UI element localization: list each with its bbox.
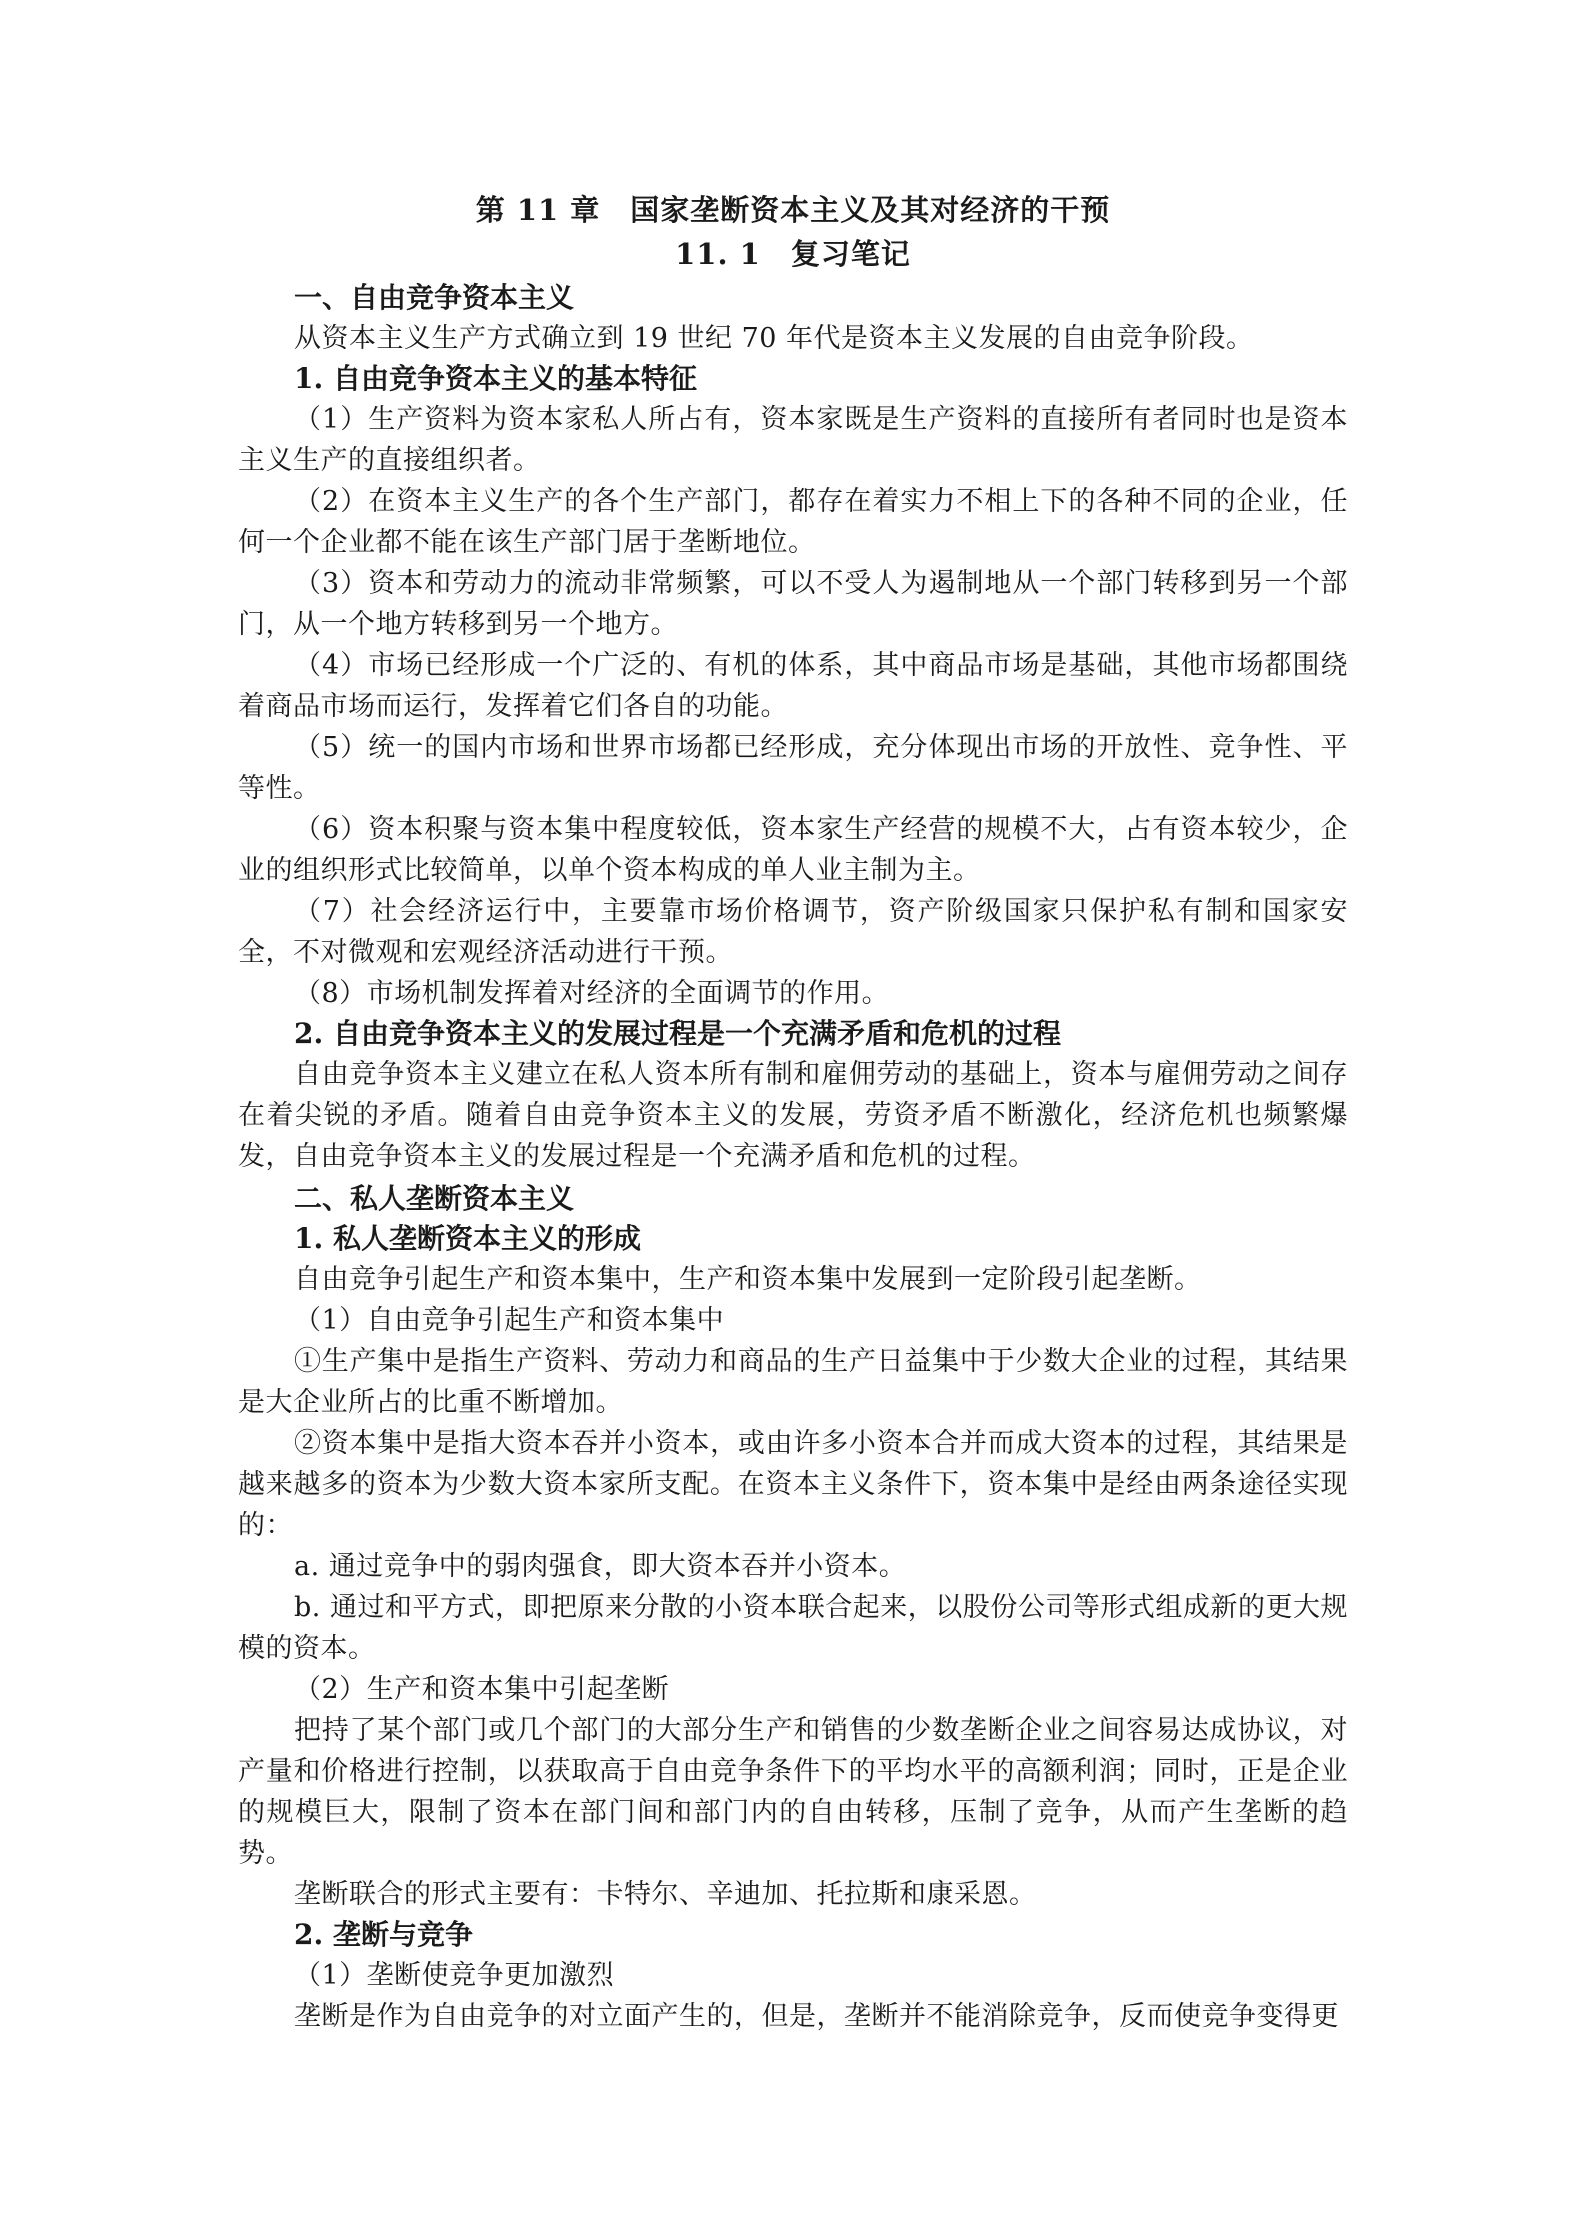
paragraph: 自由竞争资本主义建立在私人资本所有制和雇佣劳动的基础上，资本与雇佣劳动之间存在着尖锐的矛盾。随着自由竞争资本主义的发展，劳资矛盾不断激化，经济危机也频繁爆发，自由竞争资本主义的发展过程是一个充满矛盾和危机的过程。 xyxy=(238,1059,1348,1172)
section-heading: 一、自由竞争资本主义 xyxy=(294,281,575,314)
chapter-title: 第 11 章 国家垄断资本主义及其对经济的干预 xyxy=(475,193,1111,227)
section-heading: 二、私人垄断资本主义 xyxy=(294,1182,575,1215)
paragraph: （6）资本积聚与资本集中程度较低，资本家生产经营的规模不大，占有资本较少，企业的组织形式比较简单，以单个资本构成的单人业主制为主。 xyxy=(238,814,1348,886)
paragraph: ②资本集中是指大资本吞并小资本，或由许多小资本合并而成大资本的过程，其结果是越来越多的资本为少数大资本家所支配。在资本主义条件下，资本集中是经由两条途径实现的： xyxy=(238,1428,1348,1541)
paragraph: 自由竞争引起生产和资本集中，生产和资本集中发展到一定阶段引起垄断。 xyxy=(294,1264,1202,1295)
paragraph: （7）社会经济运行中，主要靠市场价格调节，资产阶级国家只保护私有制和国家安全，不对微观和宏观经济活动进行干预。 xyxy=(238,896,1348,968)
document-body xyxy=(238,278,1348,2037)
paragraph: （2）生产和资本集中引起垄断 xyxy=(294,1674,670,1705)
subsection-heading: 2. 自由竞争资本主义的发展过程是一个充满矛盾和危机的过程 xyxy=(294,1017,1061,1050)
paragraph: （1）自由竞争引起生产和资本集中 xyxy=(294,1305,725,1336)
paragraph: 垄断是作为自由竞争的对立面产生的，但是，垄断并不能消除竞争，反而使竞争变得更 xyxy=(294,2001,1339,2032)
paragraph: （1）生产资料为资本家私人所占有，资本家既是生产资料的直接所有者同时也是资本主义生产的直接组织者。 xyxy=(238,404,1348,476)
paragraph: 把持了某个部门或几个部门的大部分生产和销售的少数垄断企业之间容易达成协议，对产量和价格进行控制，以获取高于自由竞争条件下的平均水平的高额利润；同时，正是企业的规模巨大，限制了资本在部门间和部门内的自由转移，压制了竞争，从而产生垄断的趋势。 xyxy=(238,1715,1348,1869)
paragraph: （3）资本和劳动力的流动非常频繁，可以不受人为遏制地从一个部门转移到另一个部门，从一个地方转移到另一个地方。 xyxy=(238,568,1348,640)
paragraph: （1）垄断使竞争更加激烈 xyxy=(294,1960,615,1991)
paragraph: ①生产集中是指生产资料、劳动力和商品的生产日益集中于少数大企业的过程，其结果是大企业所占的比重不断增加。 xyxy=(238,1346,1348,1418)
paragraph: a. 通过竞争中的弱肉强食，即大资本吞并小资本。 xyxy=(294,1551,907,1582)
paragraph: 从资本主义生产方式确立到 19 世纪 70 年代是资本主义发展的自由竞争阶段。 xyxy=(294,323,1254,354)
subsection-heading: 1. 私人垄断资本主义的形成 xyxy=(294,1222,641,1255)
subsection-heading: 2. 垄断与竞争 xyxy=(294,1918,473,1951)
paragraph: 垄断联合的形式主要有：卡特尔、辛迪加、托拉斯和康采恩。 xyxy=(294,1879,1037,1910)
document-content xyxy=(238,188,1348,2037)
section-title: 11. 1 复习笔记 xyxy=(675,237,911,271)
subsection-heading: 1. 自由竞争资本主义的基本特征 xyxy=(294,362,697,395)
paragraph: （2）在资本主义生产的各个生产部门，都存在着实力不相上下的各种不同的企业，任何一个企业都不能在该生产部门居于垄断地位。 xyxy=(238,486,1348,558)
paragraph: （5）统一的国内市场和世界市场都已经形成，充分体现出市场的开放性、竞争性、平等性。 xyxy=(238,732,1348,804)
paragraph: b. 通过和平方式，即把原来分散的小资本联合起来，以股份公司等形式组成新的更大规模的资本。 xyxy=(238,1592,1348,1664)
paragraph: （4）市场已经形成一个广泛的、有机的体系，其中商品市场是基础，其他市场都围绕着商品市场而运行，发挥着它们各自的功能。 xyxy=(238,650,1348,722)
paragraph: （8）市场机制发挥着对经济的全面调节的作用。 xyxy=(294,978,890,1009)
